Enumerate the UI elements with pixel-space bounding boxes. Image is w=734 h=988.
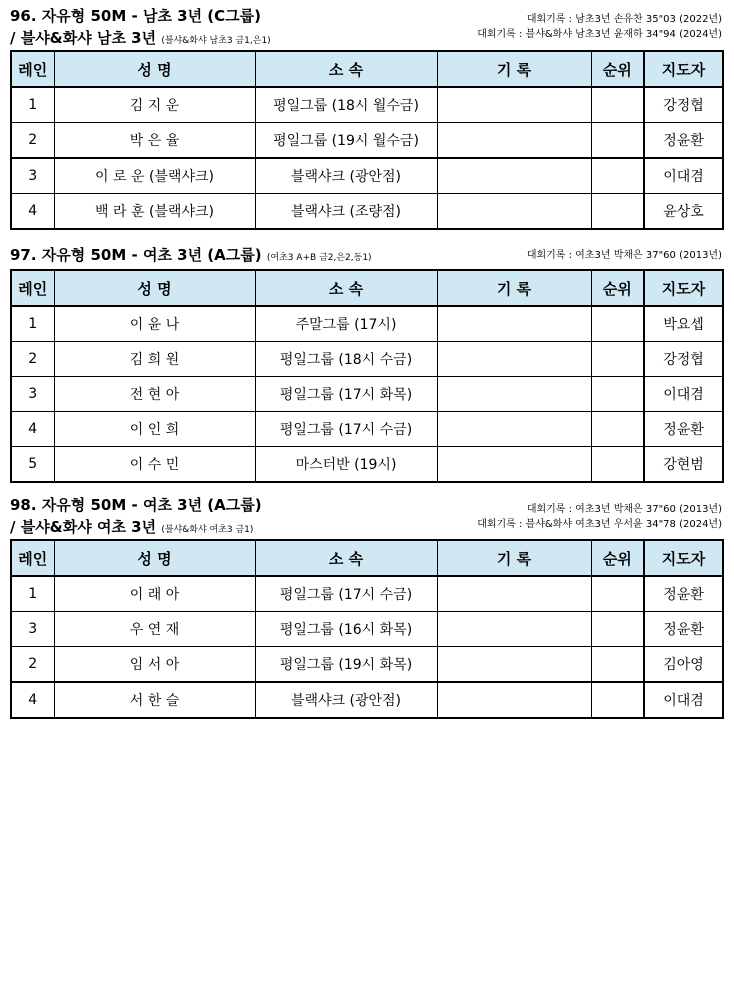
table-row <box>11 682 723 718</box>
header-team: 소 속 <box>255 51 437 87</box>
record-line-2: 대회기록 : 블샤&화샤 여초3년 우서윤 34"78 (2024년) <box>477 519 722 530</box>
lane-cell: 4 <box>11 682 54 718</box>
record-cell <box>437 612 591 647</box>
event-subtitle-text: / 블샤&화샤 여초 3년 <box>10 518 157 536</box>
table-row <box>11 342 723 377</box>
team-cell: 마스터반 (19시) <box>255 447 437 483</box>
lane-cell: 1 <box>11 306 54 342</box>
team-cell: 평일그룹 (19시 화목) <box>255 647 437 683</box>
header-lane: 레인 <box>11 51 54 87</box>
header-name: 성 명 <box>54 51 255 87</box>
event-subtitle-note: (블샤&화샤 남초3 금1,은1) <box>161 36 271 46</box>
rank-cell <box>591 194 644 230</box>
header-record: 기 록 <box>437 270 591 306</box>
lane-cell: 3 <box>11 612 54 647</box>
team-cell: 평일그룹 (19시 월수금) <box>255 123 437 159</box>
header-coach: 지도자 <box>644 51 723 87</box>
name-cell: 우 연 재 <box>54 612 255 647</box>
entry-table <box>10 50 724 230</box>
event-title <box>10 5 261 26</box>
table-header-row <box>11 270 723 306</box>
rank-cell <box>591 87 644 123</box>
lane-cell: 2 <box>11 647 54 683</box>
coach-cell: 강현범 <box>644 447 723 483</box>
table-row <box>11 158 723 194</box>
coach-cell: 김아영 <box>644 647 723 683</box>
team-cell: 블랙샤크 (조량점) <box>255 194 437 230</box>
coach-cell: 이대겸 <box>644 377 723 412</box>
name-cell: 백 라 훈 (블랙샤크) <box>54 194 255 230</box>
header-record: 기 록 <box>437 540 591 576</box>
header-rank: 순위 <box>591 270 644 306</box>
event-title <box>10 244 372 265</box>
lane-cell: 4 <box>11 412 54 447</box>
event-title-text: 98. 자유형 50M - 여초 3년 (A그룹) <box>10 496 262 514</box>
table-row <box>11 306 723 342</box>
record-line-2: 대회기록 : 블샤&화샤 남초3년 윤재하 34"94 (2024년) <box>477 29 722 40</box>
rank-cell <box>591 306 644 342</box>
lane-cell: 1 <box>11 576 54 612</box>
entry-table <box>10 269 724 483</box>
team-cell: 블랙샤크 (광안점) <box>255 158 437 194</box>
rank-cell <box>591 612 644 647</box>
event-title-text: 97. 자유형 50M - 여초 3년 (A그룹) <box>10 246 262 264</box>
coach-cell: 정윤환 <box>644 123 723 159</box>
header-lane: 레인 <box>11 270 54 306</box>
record-cell <box>437 158 591 194</box>
record-cell <box>437 87 591 123</box>
record-line-1: 대회기록 : 남초3년 손유찬 35"03 (2022년) <box>526 14 722 25</box>
record-line-1: 대회기록 : 여초3년 박채은 37"60 (2013년) <box>526 504 722 515</box>
rank-cell <box>591 447 644 483</box>
rank-cell <box>591 158 644 194</box>
name-cell: 이 윤 나 <box>54 306 255 342</box>
header-lane: 레인 <box>11 540 54 576</box>
table-header-row <box>11 540 723 576</box>
team-cell: 평일그룹 (17시 수금) <box>255 576 437 612</box>
table-row <box>11 123 723 159</box>
lane-cell: 2 <box>11 342 54 377</box>
table-row <box>11 377 723 412</box>
rank-cell <box>591 123 644 159</box>
record-cell <box>437 412 591 447</box>
table-row <box>11 412 723 447</box>
header-rank: 순위 <box>591 51 644 87</box>
team-cell: 평일그룹 (17시 화목) <box>255 377 437 412</box>
record-line-1: 대회기록 : 여초3년 박채은 37"60 (2013년) <box>526 250 722 261</box>
table-row <box>11 87 723 123</box>
team-cell: 주말그룹 (17시) <box>255 306 437 342</box>
name-cell: 임 서 아 <box>54 647 255 683</box>
lane-cell: 2 <box>11 123 54 159</box>
coach-cell: 윤상호 <box>644 194 723 230</box>
coach-cell: 정윤환 <box>644 576 723 612</box>
header-team: 소 속 <box>255 270 437 306</box>
record-cell <box>437 682 591 718</box>
table-row <box>11 194 723 230</box>
name-cell: 박 은 율 <box>54 123 255 159</box>
event-title-note: (여초3 A+B 금2,은2,동1) <box>266 253 372 263</box>
event-subtitle-text: / 블샤&화샤 남초 3년 <box>10 29 157 47</box>
event-title <box>10 494 262 515</box>
event-subtitle <box>10 27 271 48</box>
header-coach: 지도자 <box>644 540 723 576</box>
table-row <box>11 612 723 647</box>
coach-cell: 정윤환 <box>644 412 723 447</box>
name-cell: 서 한 슬 <box>54 682 255 718</box>
record-cell <box>437 342 591 377</box>
table-row <box>11 447 723 483</box>
event-subtitle-note: (블샤&화샤 여초3 금1) <box>161 525 254 535</box>
rank-cell <box>591 682 644 718</box>
rank-cell <box>591 377 644 412</box>
header-rank: 순위 <box>591 540 644 576</box>
event-subtitle <box>10 516 253 537</box>
coach-cell: 이대겸 <box>644 158 723 194</box>
header-name: 성 명 <box>54 540 255 576</box>
coach-cell: 박요셉 <box>644 306 723 342</box>
coach-cell: 강정협 <box>644 342 723 377</box>
team-cell: 블랙샤크 (광안점) <box>255 682 437 718</box>
name-cell: 김 희 원 <box>54 342 255 377</box>
record-cell <box>437 447 591 483</box>
coach-cell: 이대겸 <box>644 682 723 718</box>
rank-cell <box>591 647 644 683</box>
record-cell <box>437 377 591 412</box>
name-cell: 이 수 민 <box>54 447 255 483</box>
table-row <box>11 576 723 612</box>
team-cell: 평일그룹 (18시 월수금) <box>255 87 437 123</box>
record-cell <box>437 306 591 342</box>
lane-cell: 1 <box>11 87 54 123</box>
record-cell <box>437 576 591 612</box>
name-cell: 김 지 운 <box>54 87 255 123</box>
rank-cell <box>591 576 644 612</box>
header-team: 소 속 <box>255 540 437 576</box>
team-cell: 평일그룹 (16시 화목) <box>255 612 437 647</box>
name-cell: 전 현 아 <box>54 377 255 412</box>
entry-table <box>10 539 724 719</box>
team-cell: 평일그룹 (18시 수금) <box>255 342 437 377</box>
lane-cell: 3 <box>11 158 54 194</box>
name-cell: 이 인 희 <box>54 412 255 447</box>
table-row <box>11 647 723 683</box>
record-cell <box>437 194 591 230</box>
lane-cell: 4 <box>11 194 54 230</box>
table-header-row <box>11 51 723 87</box>
coach-cell: 정윤환 <box>644 612 723 647</box>
record-cell <box>437 647 591 683</box>
name-cell: 이 래 아 <box>54 576 255 612</box>
record-cell <box>437 123 591 159</box>
rank-cell <box>591 412 644 447</box>
lane-cell: 3 <box>11 377 54 412</box>
event-title-text: 96. 자유형 50M - 남초 3년 (C그룹) <box>10 7 262 25</box>
team-cell: 평일그룹 (17시 수금) <box>255 412 437 447</box>
header-record: 기 록 <box>437 51 591 87</box>
rank-cell <box>591 342 644 377</box>
header-name: 성 명 <box>54 270 255 306</box>
name-cell: 이 로 운 (블랙샤크) <box>54 158 255 194</box>
coach-cell: 강정협 <box>644 87 723 123</box>
lane-cell: 5 <box>11 447 54 483</box>
header-coach: 지도자 <box>644 270 723 306</box>
